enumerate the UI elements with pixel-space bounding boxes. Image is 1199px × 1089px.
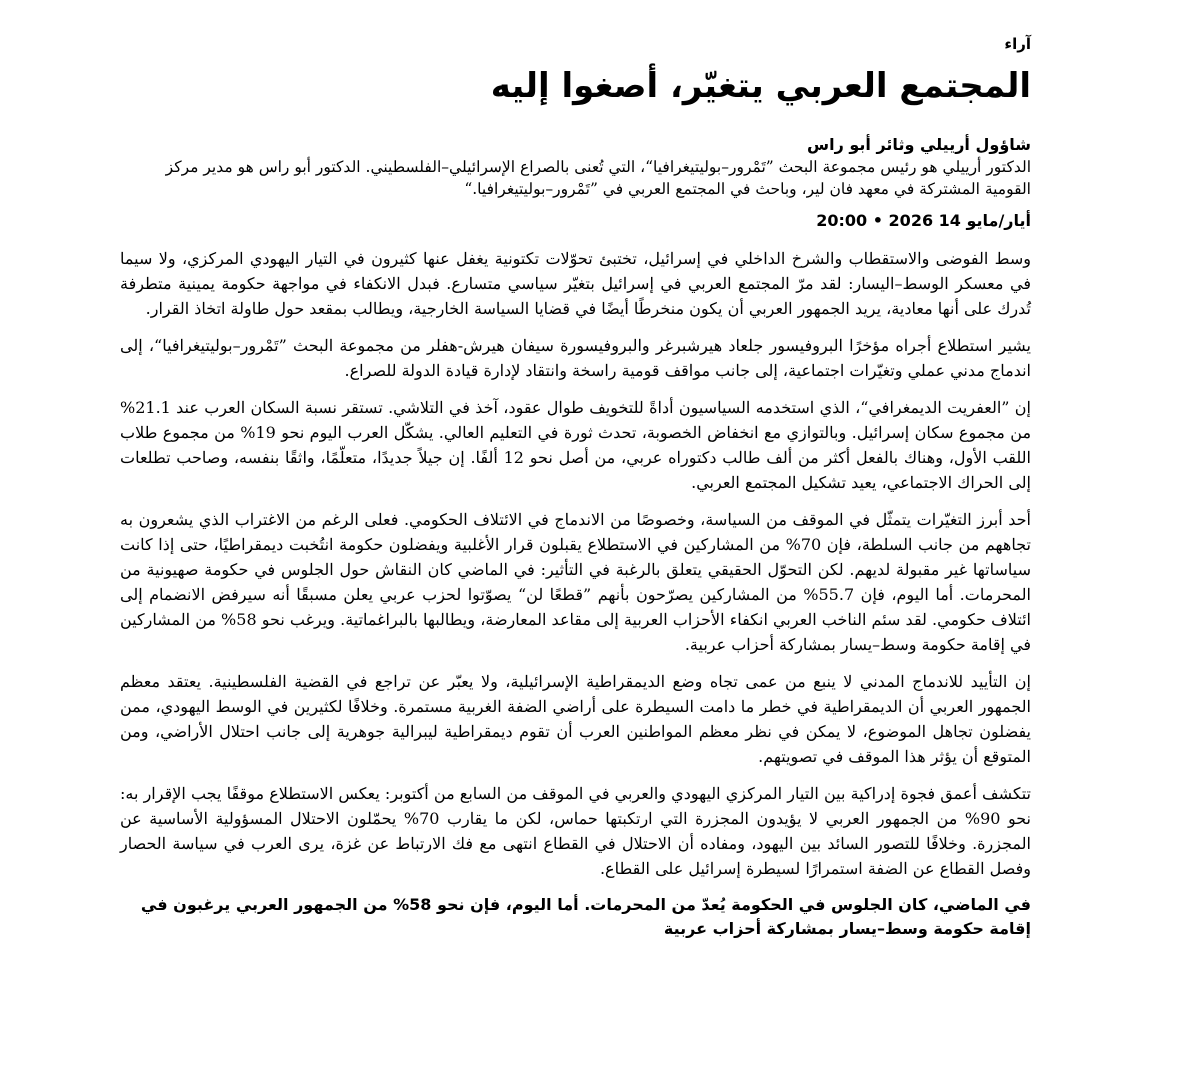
article-title: المجتمع العربي يتغيّر، أصغوا إليه — [490, 66, 1031, 106]
article-paragraph: إن ”العفريت الديمغرافي“، الذي استخدمه السياسيون أداةً للتخويف طوال عقود، آخذ في التلاشي. تستقر نسبة السكان العرب عند 21.1% من مجموع سكان إسرائيل. وبالتوازي مع انخفاض الخصوبة، تحدث ثورة في التعليم العالي. يشكّل العرب اليوم نحو 19% من مجموع طلاب اللقب الأول، وهناك بالفعل أكثر من ألف طالب دكتوراه عربي، من أصل نحو 12 ألفًا. إن جيلاً جديدًا، متعلّمًا، واثقًا بنفسه، وصاحب تطلعات إلى الحراك الاجتماعي، يعيد تشكيل المجتمع العربي. — [120, 398, 1032, 492]
article-paragraph: إن التأييد للاندماج المدني لا ينبع من عمى تجاه وضع الديمقراطية الإسرائيلية، ولا يعبّر عن تراجع في القضية الفلسطينية. يعتقد معظم الجمهور العربي أن الديمقراطية في خطر ما دامت السيطرة على أراضي الضفة الغربية مستمرة. وخلافًا لكثيرين في الوسط اليهودي، ممن يفضلون تجاهل الموضوع، لا يمكن في نظر معظم المواطنين العرب أن تقوم ديمقراطية ليبرالية جوهرية إلى جانب احتلال الأراضي، ومن المتوقع أن يؤثر هذا الموقف في تصويتهم. — [120, 672, 1031, 766]
pull-quote: في الماضي، كان الجلوس في الحكومة يُعدّ من المحرمات. أما اليوم، فإن نحو 58% من الجمهور العربي يرغبون في إقامة حكومة وسط–يسار بمشاركة أحزاب عربية — [140, 895, 1031, 938]
article-paragraph: وسط الفوضى والاستقطاب والشرخ الداخلي في إسرائيل، تختبئ تحوّلات تكتونية يغفل عنها كثيرون في التيار اليهودي المركزي، ولا سيما في معسكر الوسط–اليسار: لقد مرّ المجتمع العربي في إسرائيل بتغيّر سياسي متسارع. فبدل الانكفاء في مواجهة حكومة يمينية متطرفة تُدرك على أنها معادية، يريد الجمهور العربي أن يكون منخرطًا أيضًا في قضايا السياسة الخارجية، ويطالب بمقعد حول طاولة اتخاذ القرار. — [120, 249, 1031, 318]
article-authors: شاؤول أرييلي وثائر أبو راس — [807, 135, 1031, 154]
publish-date: أيار/مايو 14 2026 • 20:00 — [816, 211, 1031, 230]
author-bio: الدكتور أرييلي هو رئيس مجموعة البحث ”تَمْرور–بوليتيغرافيا“، التي تُعنى بالصراع الإسرائيلي–الفلسطيني. الدكتور أبو راس هو مدير مركز القومية المشتركة في معهد فان لير، وباحث في المجتمع العربي في ”تَمْرور–بوليتيغرافيا.“ — [165, 158, 1031, 198]
article-body — [120, 246, 1031, 881]
article-paragraph: تتكشف أعمق فجوة إدراكية بين التيار المركزي اليهودي والعربي في الموقف من السابع من أكتوبر: يعكس الاستطلاع موقفًا يجب الإقرار به: نحو 90% من الجمهور العربي لا يؤيدون المجزرة التي ارتكبتها حماس، لكن ما يقارب 70% يحمّلون الاحتلال المسؤولية الأساسية عن المجزرة. وخلافًا للتصور السائد بين اليهود، ومفاده أن الاحتلال في القطاع انتهى مع فك الارتباط عن غزة، يرى العرب في سياسة الحصار وفصل القطاع عن الضفة استمرارًا لسيطرة إسرائيل على القطاع. — [120, 784, 1032, 878]
section-label[interactable]: آراء — [1004, 35, 1031, 53]
article-paragraph: يشير استطلاع أجراه مؤخرًا البروفيسور جلعاد هيرشبرغر والبروفيسورة سيفان هيرش-هفلر من مجموعة البحث ”تَمْرور–بوليتيغرافيا“، إلى اندماج مدني عملي وتغيّرات اجتماعية، إلى جانب مواقف قومية راسخة وانتقاد لإدارة قيادة الدولة للصراع. — [120, 336, 1031, 380]
article-paragraph: أحد أبرز التغيّرات يتمثّل في الموقف من السياسة، وخصوصًا من الاندماج في الائتلاف الحكومي. فعلى الرغم من الاغتراب الذي يشعرون به تجاههم من جانب السلطة، فإن 70% من المشاركين في الاستطلاع يقبلون قرار الأغلبية ويفضلون حكومة انتُخبت ديمقراطيًا، حتى إذا كانت سياساتها غير مقبولة لديهم. لكن التحوّل الحقيقي يتعلق بالرغبة في التأثير: في الماضي كان النقاش حول الجلوس في حكومة صهيونية من المحرمات. أما اليوم، فإن 55.7% من المشاركين يصرّحون بأنهم ”قطعًا لن“ يصوّتوا لحزب عربي يعلن مسبقًا أنه سيرفض الانضمام إلى ائتلاف حكومي. لقد سئم الناخب العربي انكفاء الأحزاب العربية إلى مقاعد المعارضة، ويطالبها بالبراغماتية. ويرغب نحو 58% من المشاركين في إقامة حكومة وسط–يسار بمشاركة أحزاب عربية. — [120, 510, 1031, 654]
